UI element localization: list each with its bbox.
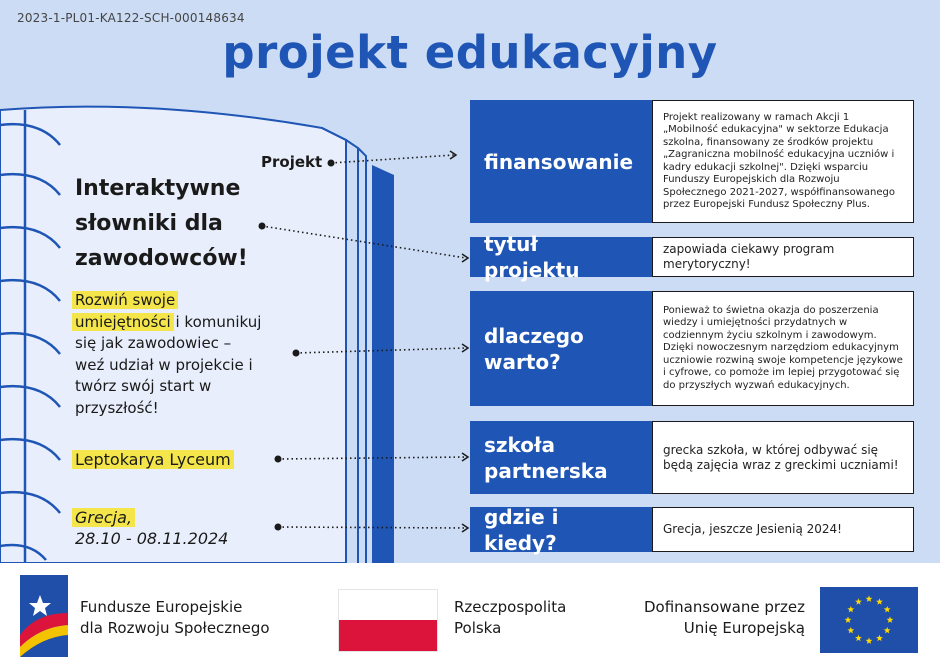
project-code: 2023-1-PL01-KA122-SCH-000148634 [17, 11, 245, 25]
pitch-text: twórz swój start w [75, 377, 212, 395]
project-title-line: zawodowców! [75, 246, 248, 271]
page-edge [346, 140, 358, 563]
destination-country: Grecja, [75, 508, 132, 527]
funding-logo-bar [0, 563, 940, 665]
arrow-heads [450, 151, 468, 532]
info-row-where-when [470, 504, 914, 555]
partner-school-name: Leptokarya Lyceum [75, 450, 231, 469]
project-title [75, 171, 305, 276]
pitch-text: przyszłość! [75, 398, 159, 417]
info-row-partner [470, 421, 914, 494]
row-description: grecka szkoła, w której odbywać się będą zajęcia wraz z greckimi uczniami! [652, 421, 914, 494]
row-title: dlaczego warto? [470, 291, 652, 406]
eu-text-line: Dofinansowane przez [643, 598, 805, 616]
eu-flag-icon [820, 587, 918, 653]
info-row-financing [470, 100, 914, 223]
project-title-line: słowniki dla [75, 211, 223, 236]
row-title: tytuł projektu [470, 237, 652, 277]
eu-cofinanced-text [612, 597, 805, 639]
projekt-label: Projekt [261, 153, 323, 171]
row-title: finansowanie [470, 100, 652, 223]
fe-logo-line: dla Rozwoju Społecznego [80, 619, 270, 637]
row-description: Projekt realizowany w ramach Akcji 1 „Mobilność edukacyjna" w sektorze Edukacja szkolna, finansowany ze środków projektu „Zagraniczna mobilność edukacyjna uczniów i kadry edukacji szkolnej". Dzięki wsparciu Funduszy Europejskich dla Rozwoju Społecznego 2021-2027, współfinansowanego przez Europejski Fundusz Społeczny Plus. [652, 100, 914, 223]
pitch-highlight: umiejętności [75, 312, 171, 331]
notebook-cover-strip [372, 165, 394, 563]
pitch-text: i komunikuj [170, 312, 262, 331]
rp-logo-line: Polska [454, 619, 502, 637]
fe-logo-line: Fundusze Europejskie [80, 598, 243, 616]
destination [75, 508, 132, 527]
rp-logo-line: Rzeczpospolita [454, 598, 567, 616]
rp-logo-text [454, 597, 566, 639]
pitch-text: weź udział w projekcie i [75, 355, 253, 374]
fe-logo-text [80, 597, 270, 639]
pitch-text: się jak zawodowiec – [75, 334, 232, 352]
project-pitch [75, 290, 305, 419]
project-title-line: Interaktywne [75, 176, 241, 201]
row-description: Grecja, jeszcze Jesienią 2024! [652, 507, 914, 552]
row-description: Ponieważ to świetna okazja do poszerzenia wiedzy i umiejętności przydatnych w codziennym życiu szkolnym i zawodowym. Dzięki nowoczesnym narzędziom edukacyjnym uczniowie rozwiną swoje kompetencje językowe i cyfrowe, co pomoże im lepiej przygotować się do przyszłych wyzwań edukacyjnych. [652, 291, 914, 406]
row-description: zapowiada ciekawy program merytoryczny! [652, 237, 914, 277]
page-title: projekt edukacyjny [222, 26, 718, 79]
european-funds-logo-icon [20, 575, 68, 657]
partner-school [75, 450, 231, 469]
polish-flag-icon [338, 589, 438, 652]
info-row-why [470, 291, 914, 406]
pitch-highlight: Rozwiń swoje [75, 291, 176, 309]
eu-text-line: Unię Europejską [683, 619, 805, 637]
row-title: szkoła partnerska [470, 421, 652, 494]
row-title: gdzie i kiedy? [470, 507, 652, 552]
info-row-title [470, 232, 914, 282]
travel-dates: 28.10 - 08.11.2024 [75, 529, 229, 548]
page-edge [358, 148, 366, 563]
